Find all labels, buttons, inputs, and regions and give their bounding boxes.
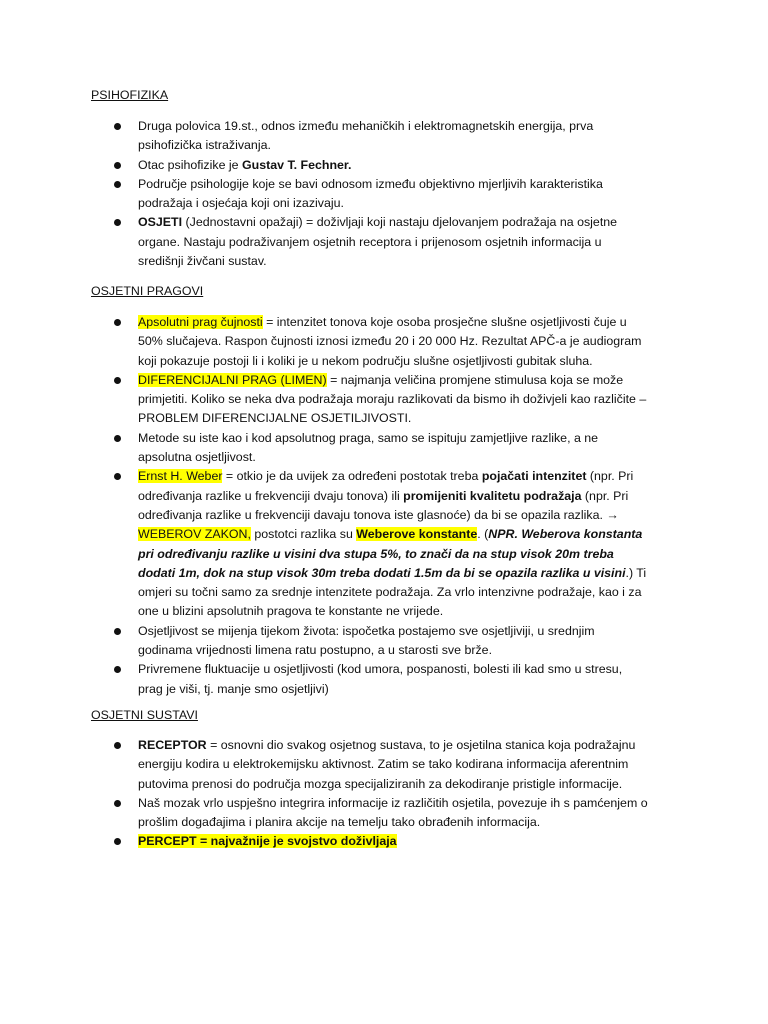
highlighted-term: Ernst H. Weber <box>138 469 223 484</box>
highlighted-term: DIFERENCIJALNI PRAG (LIMEN) <box>138 372 327 387</box>
bullet-text: postotci razlika su <box>250 527 357 542</box>
bold-phrase: pojačati intenzitet <box>481 469 587 484</box>
bullet-icon <box>114 838 121 845</box>
list-item <box>0 156 650 175</box>
bullet-icon <box>114 473 121 480</box>
example-text: NPR. Weberova konstanta pri određivanju razlike u visini dva stupa 5%, to znači da na stup visok 20m treba dodati 1m, dok na stup visok 30m treba dodati 1.5m da bi se opazila razlika u visini <box>138 527 643 580</box>
bullet-text: Privremene fluktuacije u osjetljivosti (kod umora, pospanosti, bolesti ili kad smo u stresu, prag je viši, tj. manje smo osjetljivi) <box>138 662 623 696</box>
bullet-icon <box>114 219 121 226</box>
list-item <box>0 794 650 833</box>
highlighted-term: Weberove konstante <box>356 527 478 542</box>
bullet-icon <box>114 123 121 130</box>
psihofizika-list <box>0 117 768 271</box>
highlighted-term: Apsolutni prag čujnosti <box>138 315 263 329</box>
bullet-text: Otac psihofizike je <box>138 157 242 172</box>
receptor-term: RECEPTOR <box>138 738 207 752</box>
bold-phrase: promijeniti kvalitetu podražaja <box>403 488 582 503</box>
bullet-text: (npr. Pri određivanja razlike u frekvenciji dvaju tonova) ili <box>138 469 634 503</box>
list-item <box>0 429 650 468</box>
bullet-text: = otkio je da uvijek za određeni postotak treba <box>222 469 482 484</box>
osjetni-pragovi-list <box>0 313 768 699</box>
osjeti-term: OSJETI <box>138 215 183 230</box>
bullet-icon <box>114 319 121 326</box>
bullet-text: = osnovni dio svakog osjetnog sustava, to je osjetilna stanica koja podražajnu energiju kodira u elektrokemijsku aktivnost. Zatim se tako kodirana informacija aferentnim putovima prenosi do područja mozga specijaliziranih za dekodiranje pristigle informacije. <box>138 738 636 791</box>
bullet-text: Metode su iste kao i kod apsolutnog praga, samo se ispituju zamjetljive razlike, a ne apsolutna osjetljivost. <box>138 430 599 465</box>
bullet-text: .) Ti omjeri su točni samo za srednje intenzitete podražaja. Za vrlo intenzivne podražaje, kao i za one u blizini apsolutnih pragova te konstante ne vrijede. <box>138 565 647 619</box>
section-heading-psihofizika: PSIHOFIZIKA <box>91 88 169 102</box>
bullet-text: Područje psihologije koje se bavi odnosom između objektivno mjerljivih karakteristika podražaja i osjećaja koji oni izazivaju. <box>138 176 603 211</box>
list-item <box>0 313 650 371</box>
bullet-text: Druga polovica 19.st., odnos između mehaničkih i elektromagnetskih energija, prva psihofizička istraživanja. <box>138 119 594 153</box>
list-item <box>0 467 650 621</box>
bullet-icon <box>114 435 121 442</box>
bullet-icon <box>114 800 121 807</box>
bullet-text: . ( <box>477 527 489 542</box>
list-item <box>0 213 650 271</box>
bullet-text: Osjetljivost se mijenja tijekom života: ispočetka postajemo sve osjetljiviji, u srednjim godinama vrijednosti limena ratu postupno, a u starosti sve brže. <box>138 623 595 658</box>
bullet-text: = najmanja veličina promjene stimulusa koja se može primjetiti. Koliko se neka dva podražaja moraju razlikovati da bismo ih doživjeli kao različite – PROBLEM DIFERENCIJALNE OSJETILJIVOSTI. <box>138 372 647 426</box>
highlighted-term: PERCEPT = najvažnije je svojstvo doživljaja <box>138 834 397 849</box>
osjetni-sustavi-list <box>0 736 768 852</box>
bullet-icon <box>114 377 121 384</box>
list-item <box>0 175 650 214</box>
highlighted-term: WEBEROV ZAKON, <box>138 527 251 542</box>
list-item <box>0 622 650 661</box>
fechner-name: Gustav T. Fechner. <box>242 157 352 172</box>
list-item <box>0 117 650 156</box>
section-heading-osjetni-sustavi: OSJETNI SUSTAVI <box>91 708 198 722</box>
bullet-icon <box>114 181 121 188</box>
bullet-icon <box>114 162 121 169</box>
bullet-text: Naš mozak vrlo uspješno integrira informacije iz različitih osjetila, povezuje ih s pamćenjem o prošlim događajima i planira akcije na temelju tako obrađenih informacija. <box>138 795 648 830</box>
bullet-icon <box>114 666 121 673</box>
bullet-icon <box>114 628 121 635</box>
bullet-text: = intenzitet tonova koje osoba prosječne slušne osjetljivosti čuje u 50% slučajeva. Raspon čujnosti iznosi između 20 i 20 000 Hz. Rezultat APČ-a je audiogram koji pokazuje postoji li i koliki je u nekom području slušne osjetljivosti gubitak sluha. <box>138 315 642 368</box>
bullet-text: (Jednostavni opažaji) = doživljaji koji nastaju djelovanjem podražaja na osjetne organe. Nastaju podraživanjem osjetnih receptora i prijenosom osjetnih informacija u središnji živčani sustav. <box>138 215 618 269</box>
list-item <box>0 660 650 699</box>
list-item <box>0 832 650 851</box>
list-item <box>0 736 650 794</box>
list-item <box>0 371 650 429</box>
bullet-text: (npr. Pri određivanja razlike u frekvenciji davaju tonova iste glasnoće) da bi se opazila razlika. → <box>138 488 629 522</box>
bullet-icon <box>114 742 121 749</box>
section-heading-osjetni-pragovi: OSJETNI PRAGOVI <box>91 284 204 298</box>
